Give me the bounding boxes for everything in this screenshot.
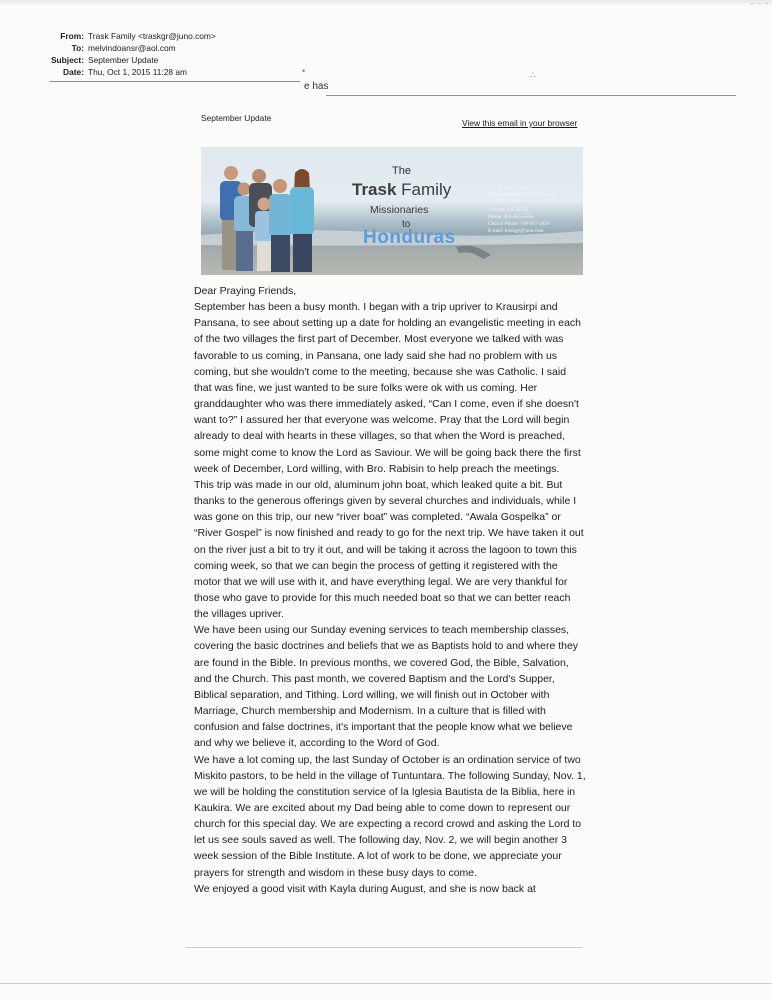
to-row bbox=[38, 42, 216, 54]
to-label: To: bbox=[71, 43, 84, 53]
banner-family-bold: Trask bbox=[352, 180, 397, 199]
email-title: September Update bbox=[201, 113, 272, 123]
from-value: Trask Family <traskgr@juno.com> bbox=[88, 31, 216, 41]
letter-body bbox=[194, 283, 586, 897]
contact-line: Trenton, GA 30752 bbox=[488, 206, 529, 213]
scan-speck: ∴ bbox=[530, 70, 536, 80]
banner-contact-block bbox=[488, 185, 582, 235]
email-header bbox=[38, 30, 216, 78]
family-banner bbox=[201, 147, 583, 275]
banner-missionaries: Missionaries bbox=[370, 204, 429, 216]
contact-line: Tim & Judy Trask bbox=[488, 185, 526, 191]
scan-edge bbox=[0, 0, 772, 6]
from-label: From: bbox=[60, 31, 84, 41]
family-figures bbox=[220, 166, 314, 272]
scan-corner-mark: — — — bbox=[749, 0, 768, 7]
banner-family-rest: Family bbox=[396, 180, 452, 199]
banner-the: The bbox=[392, 165, 411, 177]
scan-speck: • bbox=[302, 66, 306, 76]
letter-paragraph: We have been using our Sunday evening services to teach membership classes, covering the basic doctrines and beliefs that we as Baptists hold to and where they are found in the Bible. In previous months, we covered God, the Bible, Salvation, and the Church. This past month, we covered Baptism and the Lord's Supper, Biblical separation, and Tithing. Lord willing, we will finish out in October with Marriage, Church membership and Modernism. In a culture that is filled with confusion and false doctrines, it's important that the people know what we believe and why we believe it, according to the Word of God. bbox=[194, 624, 579, 750]
date-row bbox=[38, 66, 216, 78]
contact-line: P.O. Box 1444 bbox=[488, 199, 519, 206]
contact-line: Phone: 423-425-5558 bbox=[488, 213, 534, 220]
view-in-browser-link[interactable]: View this email in your browser bbox=[462, 118, 578, 128]
from-row bbox=[38, 30, 216, 42]
date-value: Thu, Oct 1, 2015 11:28 am bbox=[88, 67, 188, 77]
subject-row bbox=[38, 54, 216, 66]
banner-to: to bbox=[402, 219, 411, 230]
subject-value: September Update bbox=[88, 55, 159, 65]
letter-paragraph: September has been a busy month. I began with a trip upriver to Krausirpi and Pansana, to see about setting up a date for holding an evangelistic meeting in each of the two villages the first part of December. Most everyone we talked with was favorable to us coming, in Pansana, one lady said she had no problem with us coming, but she wouldn't come to the meeting, because she was Catholic. I said that was fine, we just wanted to be sure folks were ok with us coming. Her granddaughter who was there immediately asked, “Can I come, even if she doesn't want to?” I assured her that everyone was welcome. Pray that the Lord will begin already to deal with hearts in these villages, so that when the Word is preached, some might come to know the Lord as Saviour. We will be going back there the first week of December, Lord willing, with Bro. Rabisin to help preach the meetings. bbox=[194, 301, 582, 475]
to-value: melvindoansr@aol.com bbox=[88, 43, 176, 53]
letter-paragraph: We enjoyed a good visit with Kayla during August, and she is now back at bbox=[194, 882, 536, 895]
header-rule-left bbox=[50, 81, 300, 82]
page-bottom-edge bbox=[0, 983, 772, 984]
contact-line: Iglesia Bautista Biblica Church bbox=[488, 192, 553, 199]
date-label: Date: bbox=[63, 67, 84, 77]
letter-greeting: Dear Praying Friends, bbox=[194, 285, 297, 297]
contact-line: E-mail: traskgr@juno.com bbox=[488, 228, 544, 235]
banner-family-name bbox=[352, 180, 451, 200]
subject-label: Subject: bbox=[50, 55, 84, 65]
overlapping-text-fragment: e has bbox=[304, 81, 329, 92]
contact-line: Church Phone: 706-657-2856 bbox=[488, 221, 550, 228]
header-rule-right bbox=[326, 95, 736, 96]
banner-country: Honduras bbox=[363, 227, 456, 248]
bottom-divider bbox=[186, 947, 582, 948]
letter-paragraph: This trip was made in our old, aluminum john boat, which leaked quite a bit. But thanks to the generous offerings given by several churches and individuals, while I was gone on this trip, our new “river boat” was completed. “Awala Gospelka” or “River Gospel” is now finished and ready to go for the next trip. We have taken it out on the river just a bit to try it out, and will be taking it across the lagoon to town this coming week, so that we can begin the process of getting it registered with the motor that we will use with it, and have everything legal. We are very thankful for those who gave to provide for this much needed boat so that we can better reach the villages upriver. bbox=[194, 478, 584, 621]
letter-paragraph: We have a lot coming up, the last Sunday of October is an ordination service of two Miskito pastors, to be held in the village of Tuntuntara. The following Sunday, Nov. 1, we will be holding the constitution service of la Iglesia Bautista de la Biblia, here in Kaukira. We are excited about my Dad being able to come down to represent our church for this special day. We are expecting a record crowd and asking the Lord to let us see souls saved as well. The following day, Nov. 2, we will begin another 3 week session of the Bible Institute. A lot of work to be done, we appreciate your prayers for strength and wisdom in these busy days to come. bbox=[194, 753, 586, 879]
